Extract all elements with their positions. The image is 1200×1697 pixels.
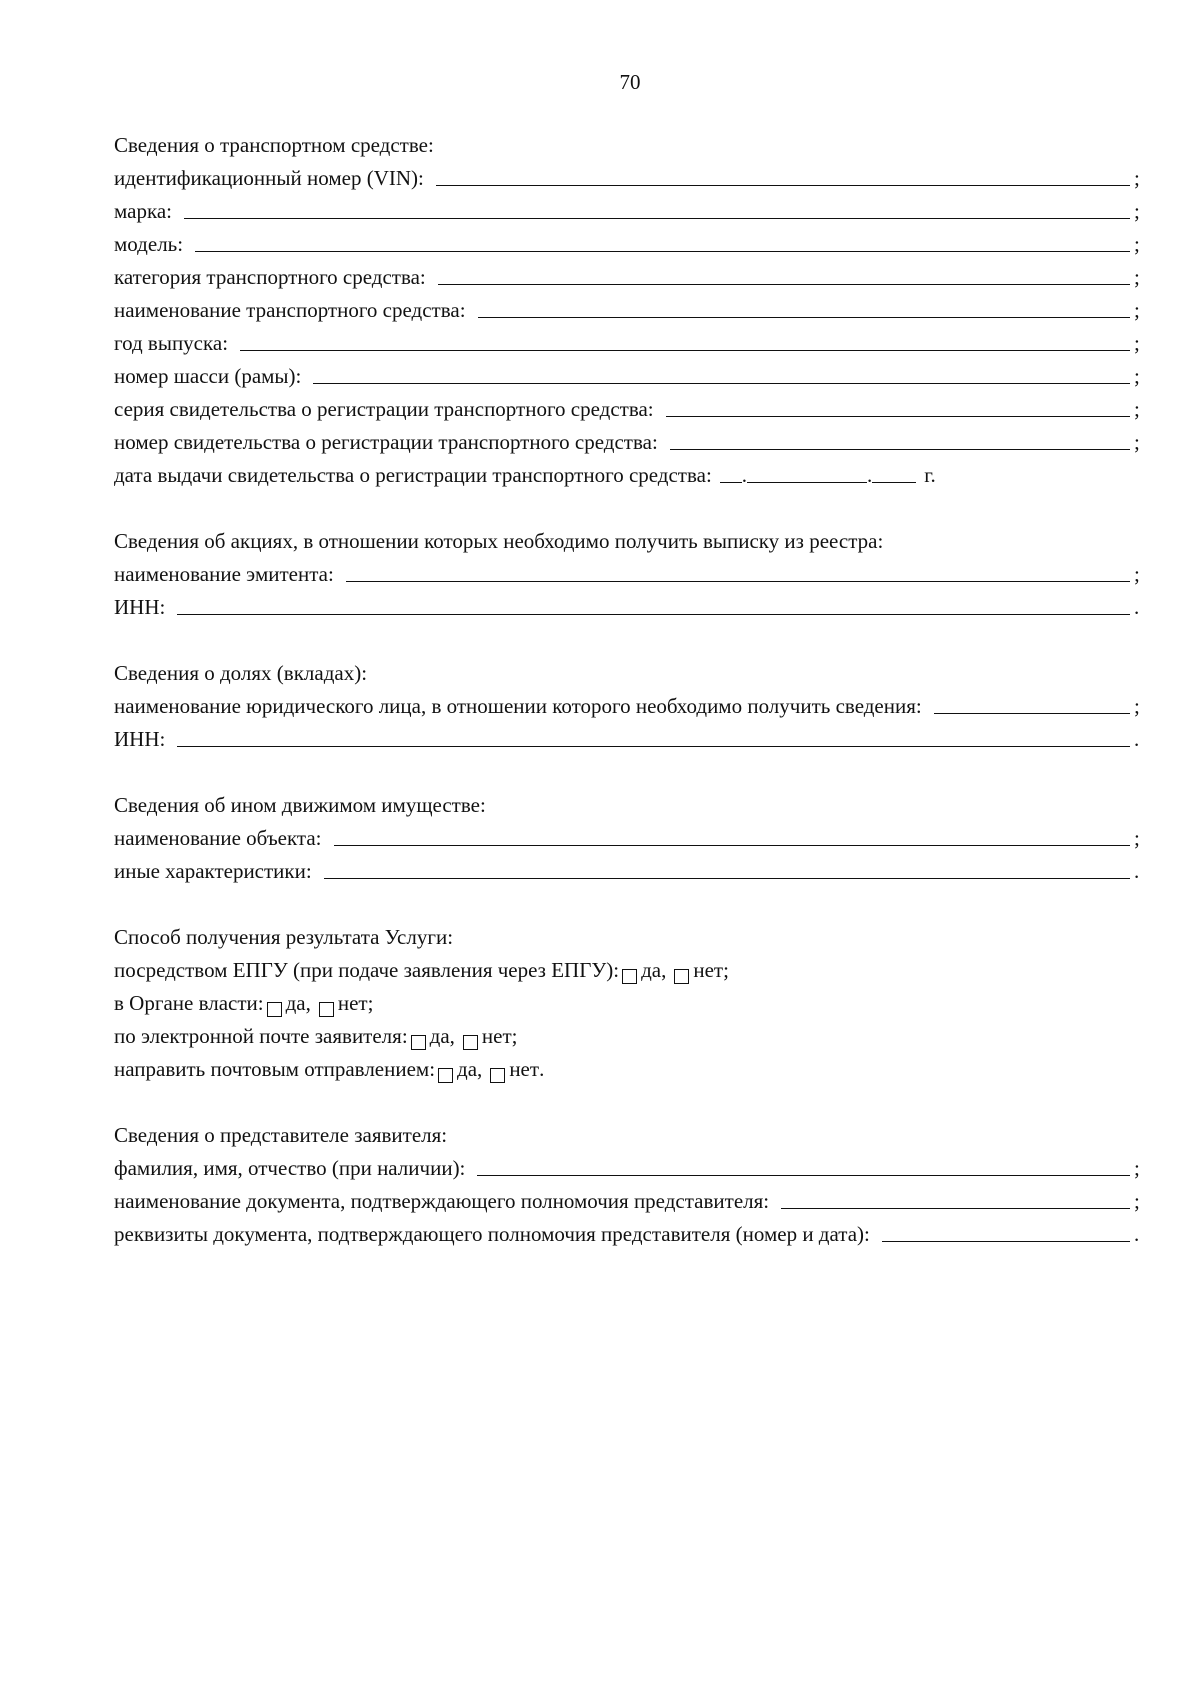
brand-label: марка: xyxy=(114,199,173,223)
representative-heading xyxy=(114,1117,1144,1149)
cert-date-dot-2: . xyxy=(867,463,873,487)
method-email-end: ; xyxy=(511,1024,518,1048)
method-email-no-label: нет xyxy=(481,1024,512,1048)
category-row xyxy=(114,259,1144,291)
rep-doc-name-field[interactable] xyxy=(781,1208,1130,1209)
cert-date-dot-1: . xyxy=(741,463,748,487)
category-end: ; xyxy=(1134,265,1140,289)
cert-number-row xyxy=(114,424,1144,456)
legal-entity-row xyxy=(114,688,1144,720)
rep-doc-details-field[interactable] xyxy=(882,1241,1130,1242)
stakes-heading xyxy=(114,655,1144,687)
method-email-yes-label: да, xyxy=(429,1024,455,1048)
method-option-epgu xyxy=(114,952,1144,984)
shares-inn-end: . xyxy=(1134,595,1140,619)
category-label: категория транспортного средства: xyxy=(114,265,426,289)
method-epgu-no-label: нет xyxy=(693,958,724,982)
method-authority-end: ; xyxy=(367,991,374,1015)
other-heading-text: Сведения об ином движимом имуществе: xyxy=(114,793,486,817)
method-authority-yes-checkbox[interactable] xyxy=(267,1002,282,1017)
vin-end: ; xyxy=(1134,166,1140,190)
model-label: модель: xyxy=(114,232,184,256)
characteristics-field[interactable] xyxy=(324,878,1130,879)
model-field[interactable] xyxy=(195,251,1130,252)
method-option-authority-label: в Органе власти: xyxy=(114,991,264,1015)
vehicle-heading xyxy=(114,127,1144,159)
other-heading xyxy=(114,787,1144,819)
brand-end: ; xyxy=(1134,199,1140,223)
rep-full-name-label: фамилия, имя, отчество (при наличии): xyxy=(114,1156,466,1180)
method-authority-no-checkbox[interactable] xyxy=(319,1002,334,1017)
shares-heading-text: Сведения об акциях, в отношении которых необходимо получить выписку из реестра: xyxy=(114,529,884,553)
characteristics-row xyxy=(114,853,1144,885)
rep-full-name-end: ; xyxy=(1134,1156,1140,1180)
method-authority-yes-label: да, xyxy=(285,991,311,1015)
vehicle-name-row xyxy=(114,292,1144,324)
representative-heading-text: Сведения о представителе заявителя: xyxy=(114,1123,448,1147)
issuer-row xyxy=(114,556,1144,588)
rep-doc-name-row xyxy=(114,1183,1144,1215)
cert-series-label: серия свидетельства о регистрации транспортного средства: xyxy=(114,397,654,421)
cert-series-field[interactable] xyxy=(666,416,1130,417)
cert-date-month-field[interactable] xyxy=(747,482,867,483)
rep-doc-name-end: ; xyxy=(1134,1189,1140,1213)
characteristics-end: . xyxy=(1134,859,1140,883)
method-post-no-label: нет xyxy=(509,1057,540,1081)
brand-row xyxy=(114,193,1144,225)
page-number: 70 xyxy=(619,70,641,94)
rep-doc-name-label: наименование документа, подтверждающего полномочия представителя: xyxy=(114,1189,770,1213)
model-end: ; xyxy=(1134,232,1140,256)
rep-doc-details-end: . xyxy=(1134,1222,1140,1246)
category-field[interactable] xyxy=(438,284,1130,285)
chassis-field[interactable] xyxy=(313,383,1130,384)
method-epgu-no-checkbox[interactable] xyxy=(674,969,689,984)
stakes-heading-text: Сведения о долях (вкладах): xyxy=(114,661,368,685)
rep-doc-details-row xyxy=(114,1216,1144,1248)
method-heading-text: Способ получения результата Услуги: xyxy=(114,925,454,949)
year-end: ; xyxy=(1134,331,1140,355)
stakes-inn-end: . xyxy=(1134,727,1140,751)
method-option-post-label: направить почтовым отправлением: xyxy=(114,1057,436,1081)
rep-doc-details-label: реквизиты документа, подтверждающего полномочия представителя (номер и дата): xyxy=(114,1222,870,1246)
cert-series-end: ; xyxy=(1134,397,1140,421)
method-option-email-label: по электронной почте заявителя: xyxy=(114,1024,408,1048)
vehicle-heading-text: Сведения о транспортном средстве: xyxy=(114,133,434,157)
vin-row xyxy=(114,160,1144,192)
cert-series-row xyxy=(114,391,1144,423)
legal-entity-field[interactable] xyxy=(934,713,1130,714)
method-epgu-yes-checkbox[interactable] xyxy=(622,969,637,984)
rep-full-name-row xyxy=(114,1150,1144,1182)
cert-date-year-suffix: г. xyxy=(924,463,936,487)
brand-field[interactable] xyxy=(184,218,1130,219)
object-name-row xyxy=(114,820,1144,852)
cert-number-field[interactable] xyxy=(670,449,1130,450)
vin-label: идентификационный номер (VIN): xyxy=(114,166,424,190)
method-post-yes-label: да, xyxy=(457,1057,483,1081)
year-row xyxy=(114,325,1144,357)
method-epgu-end: ; xyxy=(723,958,729,982)
chassis-end: ; xyxy=(1134,364,1140,388)
method-authority-no-label: нет xyxy=(337,991,368,1015)
method-email-no-checkbox[interactable] xyxy=(463,1035,478,1050)
method-option-authority xyxy=(114,985,1144,1017)
vehicle-name-label: наименование транспортного средства: xyxy=(114,298,466,322)
year-field[interactable] xyxy=(240,350,1130,351)
legal-entity-label: наименование юридического лица, в отношении которого необходимо получить сведения: xyxy=(114,694,922,718)
characteristics-label: иные характеристики: xyxy=(114,859,312,883)
vin-field[interactable] xyxy=(436,185,1130,186)
method-post-end: . xyxy=(539,1057,545,1081)
object-name-field[interactable] xyxy=(334,845,1130,846)
model-row xyxy=(114,226,1144,258)
vehicle-name-field[interactable] xyxy=(478,317,1130,318)
shares-inn-field[interactable] xyxy=(177,614,1130,615)
cert-number-label: номер свидетельства о регистрации транспортного средства: xyxy=(114,430,658,454)
shares-inn-row xyxy=(114,589,1144,621)
method-post-no-checkbox[interactable] xyxy=(490,1068,505,1083)
issuer-end: ; xyxy=(1134,562,1140,586)
legal-entity-end: ; xyxy=(1134,694,1140,718)
method-post-yes-checkbox[interactable] xyxy=(438,1068,453,1083)
cert-date-year-field[interactable] xyxy=(872,482,916,483)
cert-date-label: дата выдачи свидетельства о регистрации транспортного средства: xyxy=(114,463,712,487)
cert-number-end: ; xyxy=(1134,430,1140,454)
chassis-label: номер шасси (рамы): xyxy=(114,364,302,388)
method-heading xyxy=(114,919,1144,951)
method-option-email xyxy=(114,1018,1144,1050)
cert-date-day-field[interactable] xyxy=(720,482,742,483)
method-email-yes-checkbox[interactable] xyxy=(411,1035,426,1050)
vehicle-name-end: ; xyxy=(1134,298,1140,322)
shares-heading xyxy=(114,523,1144,555)
method-option-post xyxy=(114,1051,1144,1083)
stakes-inn-row xyxy=(114,721,1144,753)
year-label: год выпуска: xyxy=(114,331,229,355)
method-epgu-yes-label: да, xyxy=(641,958,667,982)
chassis-row xyxy=(114,358,1144,390)
rep-full-name-field[interactable] xyxy=(477,1175,1130,1176)
cert-date-row xyxy=(114,457,1144,489)
object-name-label: наименование объекта: xyxy=(114,826,322,850)
issuer-field[interactable] xyxy=(346,581,1130,582)
object-name-end: ; xyxy=(1134,826,1140,850)
method-option-epgu-label: посредством ЕПГУ (при подаче заявления через ЕПГУ): xyxy=(114,958,620,982)
stakes-inn-label: ИНН: xyxy=(114,727,166,751)
shares-inn-label: ИНН: xyxy=(114,595,166,619)
stakes-inn-field[interactable] xyxy=(177,746,1130,747)
issuer-label: наименование эмитента: xyxy=(114,562,334,586)
